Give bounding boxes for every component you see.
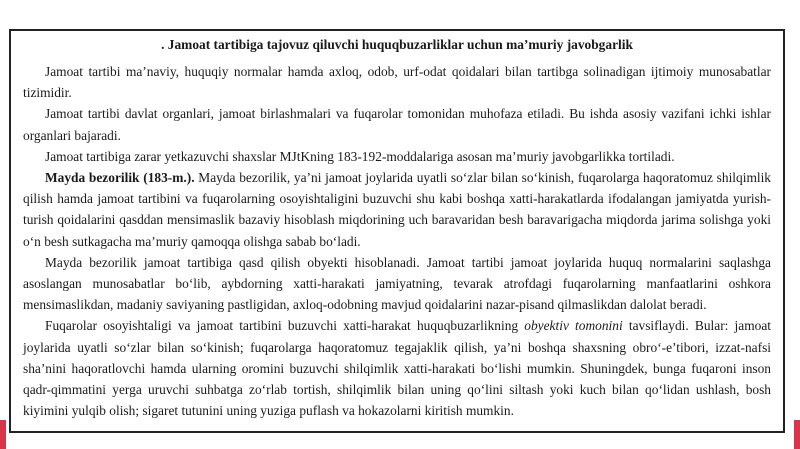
paragraph-6-emphasis: obyektiv tomonini bbox=[524, 318, 623, 334]
document-title: . Jamoat tartibiga tajovuz qiluvchi huquqbuzarliklar uchun ma’muriy javobgarlik bbox=[161, 37, 633, 52]
paragraph-4-heading: Mayda bezorilik (183-m.). bbox=[45, 170, 195, 186]
accent-bar-left bbox=[0, 420, 6, 449]
accent-bar-right bbox=[794, 420, 800, 449]
paragraph-6-text-after: tavsiflaydi. Bular: jamoat joylarida uyatli so‘zlar bilan so‘kinish; fuqarolarga haqoratomuz tegajaklik qilish, ya’ni boshqa shaxsning obro‘-e’tibori, izzat-nafsi sha’nini haqoratlovchi hamda ularning oromini buzuvchi shilqimlik xatti-harakati bo‘lishi mumkin. Shuningdek, bunga fuqaroni inson qadr-qimmatini yerga uruvchi suhbatga zo‘rlab tortish, shilqimlik bilan uning qo‘lini siltash yoki kuch bilan qo‘lidan ushlash, bosh kiyimini yulqib olish; sigaret tutunini uning yuziga puflash va hokazolarni kiritish mumkin. bbox=[23, 318, 771, 419]
paragraph-1 bbox=[23, 61, 771, 103]
paragraph-6-text: Fuqarolar osoyishtaligi va jamoat tartibini buzuvchi xatti-harakat huquqbuzarlikning bbox=[45, 318, 525, 334]
paragraph-5 bbox=[23, 252, 771, 316]
paragraph-3-text: Jamoat tartibiga zarar yetkazuvchi shaxslar MJtKning 183-192-moddalariga asosan ma’muriy javobgarlikka tortiladi. bbox=[45, 148, 675, 164]
paragraph-6 bbox=[23, 315, 771, 421]
paragraph-1-text: Jamoat tartibi ma’naviy, huquqiy normalar hamda axloq, odob, urf-odat qoidalari bilan tartibga solinadigan ijtimoiy munosabatlar tizimidir. bbox=[23, 64, 771, 101]
paragraph-2-text: Jamoat tartibi davlat organlari, jamoat birlashmalari va fuqarolar tomonidan muhofaza etiladi. Bu ishda asosiy vazifani ichki ishlar organlari bajaradi. bbox=[23, 106, 771, 143]
paragraph-4-text: Mayda bezorilik, ya’ni jamoat joylarida uyatli so‘zlar bilan so‘kinish, fuqarolarga haqoratomuz shilqimlik qilish hamda jamoat tartibini va fuqarolarning osoyishtaligini buzuvchi shu kabi boshqa xatti-harakatlarda ifodalangan jamiyatda yurish-turish qoidalarini qasddan mensimaslik bazaviy hisoblash miqdorining uch baravaridan besh baravarigacha miqdorda jarima solishga yoki o‘n besh sutkagacha ma’muriy qamoqqa olishga sabab bo‘ladi. bbox=[23, 170, 771, 249]
paragraph-4 bbox=[23, 167, 771, 252]
paragraph-5-text: Mayda bezorilik jamoat tartibiga qasd qilish obyekti hisoblanadi. Jamoat tartibi jamoat joylarida huquq normalarini saqlashga asoslangan munosabatlar bo‘lib, aybdorning xatti-harakati jamiyatning, tevarak atrofdagi fuqarolarning manfaatlarini oshkora mensimaslikdan, madaniy saviyaning pastligidan, axloq-odobning mavjud qoidalarini nazar-pisand qilmaslikdan dalolat beradi. bbox=[23, 254, 771, 313]
document-frame bbox=[9, 29, 785, 433]
paragraph-2 bbox=[23, 103, 771, 145]
paragraph-3 bbox=[23, 146, 771, 167]
